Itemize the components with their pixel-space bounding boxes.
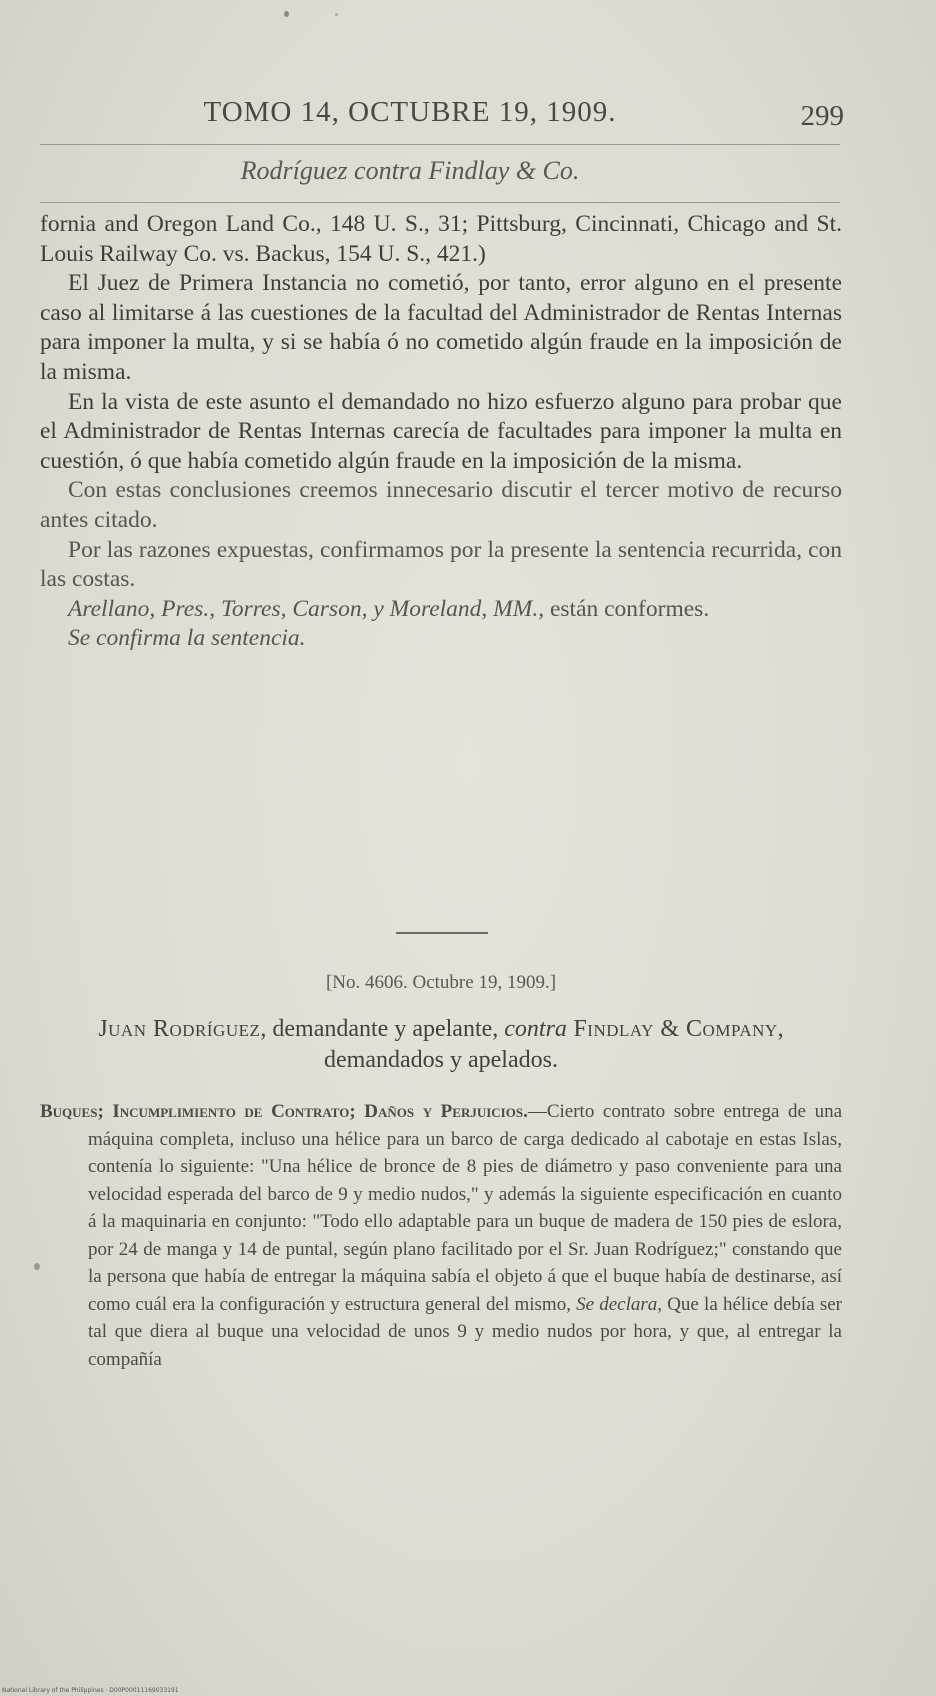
- volume-date-title: TOMO 14, OCTUBRE 19, 1909.: [203, 96, 617, 128]
- disposition: Se confirma la sentencia.: [68, 625, 306, 652]
- paragraph-no-error: El Juez de Primera Instancia no cometió, por tanto, error alguno en el presente caso al limitarse á las cuestiones de la facultad del Administrador de Rentas Internas para imponer la multa, y si se había ó no cometido algún fraude en la imposición de la misma.: [40, 270, 842, 385]
- syllabus-paragraph: [40, 1098, 842, 1373]
- case-title: [40, 1014, 842, 1076]
- case-number: [No. 4606. Octubre 19, 1909.]: [325, 972, 557, 993]
- defendant-name: Findlay & Company: [566, 1016, 778, 1042]
- section-divider: [396, 932, 488, 934]
- plaintiff-role: , demandante y apelante,: [260, 1016, 505, 1042]
- running-head-rule: [40, 202, 840, 203]
- declara-word: Se declara,: [570, 1293, 663, 1315]
- opinion-text: [40, 210, 842, 654]
- defendant-role: , demandados y apelados.: [324, 1016, 784, 1073]
- header-rule: [40, 144, 840, 145]
- contra-word: contra: [504, 1016, 567, 1042]
- paragraph-hearing: En la vista de este asunto el demandado no hizo esfuerzo alguno para probar que el Administrador de Rentas Internas carecía de facultades para imponer la multa en cuestión, ó que había cometido algún fraude en la imposición de la misma.: [40, 388, 842, 474]
- scan-speck: [284, 11, 289, 17]
- syllabus: [40, 1098, 842, 1373]
- paragraph-conclusions: Con estas conclusiones creemos innecesario discutir el tercer motivo de recurso antes citado.: [40, 477, 842, 533]
- syllabus-text-continued: Que la hélice debía ser tal que diera al buque una velocidad de unos 9 y medio nudos por hora, y que, al entregar la compañía: [88, 1293, 842, 1370]
- running-head: Rodríguez contra Findlay & Co.: [240, 156, 580, 185]
- justices-names: Arellano, Pres., Torres, Carson, y Moreland, MM.,: [68, 595, 545, 622]
- page-number: 299: [800, 100, 844, 132]
- paragraph-signers: [40, 595, 842, 625]
- scan-footer: National Library of the Philippines · D00P00011169033191: [2, 1687, 179, 1694]
- plaintiff-name: Juan Rodríguez: [98, 1016, 261, 1042]
- scan-speck: [335, 13, 338, 16]
- page-header: [40, 92, 844, 136]
- paragraph-citation: fornia and Oregon Land Co., 148 U. S., 31; Pittsburg, Cincinnati, Chicago and St. Louis Railway Co. vs. Backus, 154 U. S., 421.): [40, 211, 842, 267]
- syllabus-heading: Buques; Incumplimiento de Contrato; Daños y Perjuicios.: [40, 1101, 528, 1122]
- paragraph-affirmed: Por las razones expuestas, confirmamos por la presente la sentencia recurrida, con las costas.: [40, 536, 842, 593]
- concurrence-text: están conformes.: [544, 595, 710, 622]
- syllabus-text: —Cierto contrato sobre entrega de una máquina completa, incluso una hélice para un barco de carga dedicado al cabotaje en estas Islas, contenía lo siguiente: "Una hélice de bronce de 8 pies de diámetro y paso conveniente para una velocidad esperada del barco de 9 y medio nudos," y además la siguiente especificación en cuanto á la maquinaria en conjunto: "Todo ello adaptable para un buque de madera de 150 pies de eslora, por 24 de manga y 14 de puntal, según plano facilitado por el Sr. Juan Rodríguez;" constando que la persona que había de entregar la máquina sabía el objeto á que el buque había de destinarse, así como cuál era la configuración y estructura general del mismo,: [88, 1101, 843, 1315]
